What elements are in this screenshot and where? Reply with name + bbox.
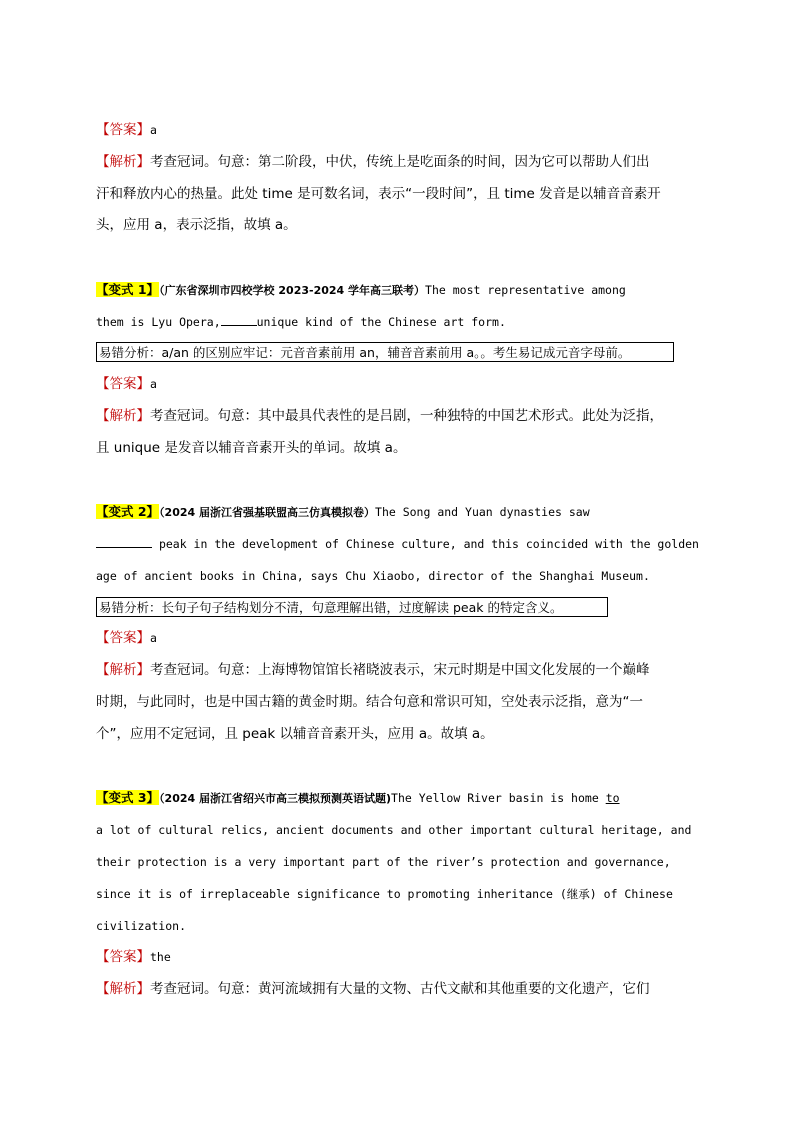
variant1-tag: 【变式 1】	[96, 282, 160, 297]
answer-value: a	[150, 377, 157, 391]
variant1-analysis-line-2: 且 unique 是发音以辅音音素开头的单词。故填 a。	[96, 440, 407, 456]
variant2-question-line-2	[96, 534, 699, 554]
variant3-answer-line	[96, 947, 171, 967]
variant2-analysis-line-2: 时期，与此同时，也是中国古籍的黄金时期。结合句意和常识可知，空处表示泛指，意为“一	[96, 694, 643, 710]
variant2-question-text: The Song and Yuan dynasties saw	[375, 505, 590, 519]
variant1-error-note: 易错分析：a/an 的区别应牢记：元音音素前用 an，辅音音素前用 a。。考生易记成元音字母前。	[96, 342, 674, 362]
variant3-question-text: The Yellow River basin is home	[391, 791, 606, 805]
answer-line-0	[96, 120, 157, 140]
analysis-label: 【解析】	[96, 408, 150, 424]
variant3-question-line-5: civilization.	[96, 919, 187, 933]
variant2-question-line-1	[96, 502, 590, 523]
analysis-label: 【解析】	[96, 154, 150, 170]
analysis-text: 考查冠词。句意：第二阶段，中伏，传统上是吃面条的时间，因为它可以帮助人们出	[150, 154, 650, 170]
analysis-label: 【解析】	[96, 662, 150, 678]
answer-value: a	[150, 631, 157, 645]
variant2-tag: 【变式 2】	[96, 504, 160, 519]
variant1-question-line-1	[96, 280, 626, 301]
analysis-line-0-1	[96, 152, 650, 172]
variant2-question-line-3: age of ancient books in China, says Chu Xiaobo, director of the Shanghai Museum.	[96, 569, 650, 583]
variant3-question-line-2: a lot of cultural relics, ancient documents and other important cultural heritage, and	[96, 823, 692, 837]
variant3-tag: 【变式 3】	[96, 790, 160, 805]
variant1-question-text: unique kind of the Chinese art form.	[256, 315, 506, 329]
variant3-source: （2024 届浙江省绍兴市高三模拟预测英语试题)	[159, 792, 392, 805]
variant3-question-line-3: their protection is a very important part of the river’s protection and governance,	[96, 855, 671, 869]
variant3-question-line-4: since it is of irreplaceable significance to promoting inheritance (继承) of Chinese	[96, 887, 673, 901]
analysis-line-0-2: 汗和释放内心的热量。此处 time 是可数名词，表示“一段时间”，且 time 发音是以辅音音素开	[96, 186, 661, 202]
variant2-analysis-line-1	[96, 660, 650, 680]
analysis-text: 考查冠词。句意：上海博物馆馆长褚晓波表示，宋元时期是中国文化发展的一个巅峰	[150, 662, 650, 678]
analysis-text: 考查冠词。句意：黄河流域拥有大量的文物、古代文献和其他重要的文化遗产，它们	[150, 981, 650, 997]
answer-value: the	[150, 950, 171, 964]
variant1-answer-line	[96, 374, 157, 394]
variant3-analysis-line-1	[96, 979, 650, 999]
analysis-label: 【解析】	[96, 981, 150, 997]
variant1-question-line-2	[96, 312, 506, 332]
analysis-text: 考查冠词。句意：其中最具代表性的是吕剧，一种独特的中国艺术形式。此处为泛指，	[150, 408, 663, 424]
variant2-analysis-line-3: 个”，应用不定冠词，且 peak 以辅音音素开头，应用 a。故填 a。	[96, 726, 494, 742]
variant1-question-text: The most representative among	[425, 283, 626, 297]
answer-label: 【答案】	[96, 122, 150, 138]
variant3-question-line-1	[96, 788, 620, 809]
variant1-source: （广东省深圳市四校学校 2023-2024 学年高三联考）	[159, 284, 426, 297]
variant2-error-note: 易错分析：长句子句子结构划分不清，句意理解出错，过度解读 peak 的特定含义。	[96, 597, 608, 617]
underlined-answer: to	[605, 791, 620, 805]
variant2-answer-line	[96, 628, 157, 648]
analysis-line-0-3: 头，应用 a，表示泛指，故填 a。	[96, 217, 297, 233]
answer-label: 【答案】	[96, 630, 150, 646]
variant1-analysis-line-1	[96, 406, 663, 426]
answer-value: a	[150, 123, 157, 137]
answer-label: 【答案】	[96, 376, 150, 392]
answer-label: 【答案】	[96, 949, 150, 965]
answer-blank[interactable]	[221, 313, 257, 326]
variant2-source: （2024 届浙江省强基联盟高三仿真模拟卷）	[159, 506, 376, 519]
answer-blank[interactable]	[96, 535, 152, 548]
variant1-question-text: them is Lyu Opera,	[96, 315, 221, 329]
variant2-question-text: peak in the development of Chinese culture, and this coincided with the golden	[158, 537, 699, 551]
